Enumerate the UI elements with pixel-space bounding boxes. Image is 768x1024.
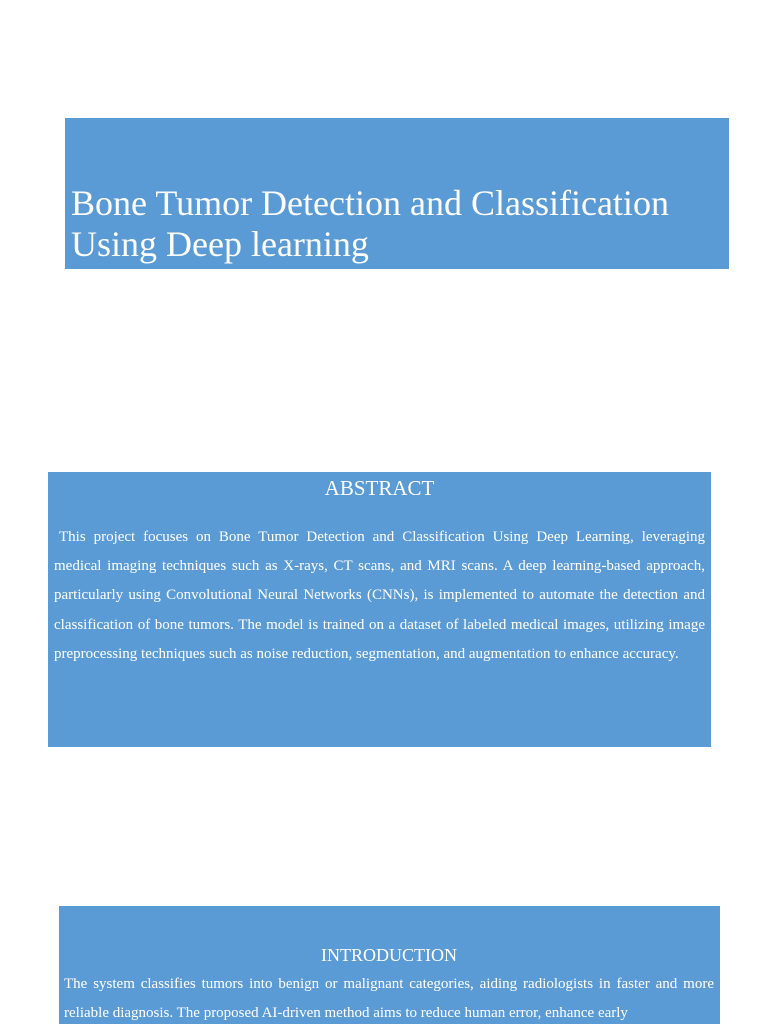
abstract-heading: ABSTRACT <box>324 476 435 500</box>
introduction-heading: INTRODUCTION <box>321 945 457 965</box>
abstract-panel <box>48 472 711 747</box>
introduction-body: The system classifies tumors into benign or malignant categories, aiding radiologists in faster and more reliable diagnosis. The proposed AI-driven method aims to reduce human error, enhance early <box>64 976 714 1022</box>
document-title-line-1: Bone Tumor Detection and Classification <box>71 183 669 223</box>
document-title <box>71 183 669 265</box>
document-title-line-2: Using Deep learning <box>71 224 369 264</box>
introduction-panel <box>59 906 720 1024</box>
title-panel <box>65 118 729 269</box>
abstract-body: This project focuses on Bone Tumor Detection and Classification Using Deep Learning, leveraging medical imaging techniques such as X-rays, CT scans, and MRI scans. A deep learning-based approach, particularly using Convolutional Neural Networks (CNNs), is implemented to automate the detection and classification of bone tumors. The model is trained on a dataset of labeled medical images, utilizing image preprocessing techniques such as noise reduction, segmentation, and augmentation to enhance accuracy. <box>54 529 705 662</box>
